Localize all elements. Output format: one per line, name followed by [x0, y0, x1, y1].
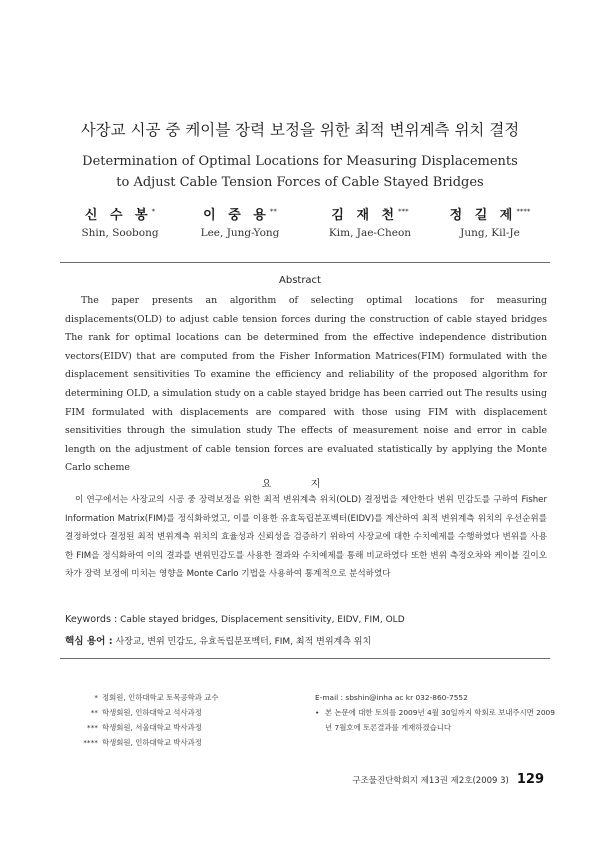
page-number: 129 [516, 772, 544, 787]
summary-heading: 요 지 [261, 479, 339, 490]
summary-body [65, 491, 547, 584]
summary-text: 이 연구에서는 사장교의 시공 중 장력보정을 위한 최적 변위계측 위치(OLD) 결정법을 제안한다 변위 민감도를 구하여 Fisher Information Matrix(FIM)를 정식화하였고, 이를 이용한 유효독립분포벡터(EIDV)를 계산하여 최적 변위계측 위치의 우선순위를 결정하였다 결정된 최적 변위계측 위치의 효율성과 신뢰성을 검증하기 위하여 사장교에 대한 수치예제를 수행하였다 변위를 사용한 FIM을 정식화하여 이의 결과를 변위민감도를 사용한 결과와 수치예제를 통해 비교하였다 또한 변위 측정오차와 케이블 길이오차가 장력 보정에 미치는 영향을 Monte Carlo 기법을 사용하여 통계적으로 분석하였다 [65, 495, 547, 580]
footnote-4: **** 학생회원, 인하대학교 박사과정 [83, 738, 202, 747]
paper-title-korean: 사장교 시공 중 케이블 장력 보정을 위한 최적 변위계측 위치 결정 [80, 121, 520, 139]
bottom-rule [60, 658, 550, 659]
author-4-mark: **** [516, 207, 531, 216]
footnote-email: E-mail : sbshin@inha ac kr 032-860-7552 [315, 693, 468, 702]
author-3-name-en: Kim, Jae-Cheon [328, 227, 412, 239]
journal-citation: 구조물진단학회지 제13권 제2호(2009 3) [352, 776, 509, 786]
keywords-label: Keywords : [65, 614, 118, 625]
author-2-name-en: Lee, Jung-Yong [200, 227, 280, 239]
footnote-2: ** 학생회원, 인하대학교 석사과정 [90, 708, 202, 717]
author-3-mark: *** [398, 207, 409, 216]
author-1-name-en: Shin, Soobong [81, 227, 159, 239]
keywords-en [65, 614, 547, 625]
footnote-discussion: • 본 논문에 대한 토의를 2009년 4월 30일까지 학회로 보내주시면 2009년 7월호에 토론결과를 게재하겠습니다 [315, 708, 555, 732]
keywords-ko [65, 633, 547, 647]
keywords-ko-text: 사장교, 변위 민감도, 유효독립분포벡터, FIM, 최적 변위계측 위치 [115, 637, 372, 647]
paper-title-english [0, 151, 600, 193]
keywords-ko-label: 핵심 용어 : [65, 636, 113, 647]
keywords-text: Cable stayed bridges, Displacement sensitivity, EIDV, FIM, OLD [120, 615, 405, 625]
title-en-line-2: to Adjust Cable Tension Forces of Cable Stayed Bridges [116, 175, 484, 190]
footnote-1: * 정회원, 인하대학교 토목공학과 교수 [94, 693, 219, 702]
author-4-name-en: Jung, Kil-Je [460, 227, 520, 239]
contact-footnotes [315, 690, 555, 735]
abstract-heading: Abstract [279, 275, 321, 286]
footnote-3: *** 학생회원, 서울대학교 박사과정 [86, 723, 202, 732]
author-2-name-ko: 이 중 용 [203, 208, 270, 223]
author-1-mark: * [151, 207, 156, 216]
author-1 [60, 204, 180, 239]
author-4-name-ko: 정 길 제 [449, 208, 517, 223]
author-3 [310, 204, 430, 239]
author-2-mark: ** [269, 207, 277, 216]
author-3-name-ko: 김 재 천 [331, 208, 399, 223]
affiliation-footnotes [60, 690, 305, 750]
author-1-name-ko: 신 수 봉 [84, 208, 152, 223]
top-rule [60, 262, 550, 263]
abstract-body [65, 292, 547, 478]
title-en-line-1: Determination of Optimal Locations for Measuring Displacements [82, 154, 518, 169]
author-2 [180, 204, 300, 239]
abstract-text: The paper presents an algorithm of selecting optimal locations for measuring displacements(OLD) to adjust cable tension forces during the construction of cable stayed bridges The rank for optimal locations can be determined from the effective independence distribution vectors(EIDV) that are computed from the Fisher Information Matrices(FIM) formulated with the displacement sensitivities To examine the efficiency and reliability of the proposed algorithm for determining OLD, a simulation study on a cable stayed bridge has been carried out The results using FIM formulated with displacements are compared with those using FIM with displacement sensitivities through the simulation study The effects of measurement noise and error in cable length on the adjustment of cable tension forces are evaluated statistically by applying the Monte Carlo scheme [65, 295, 547, 474]
page-footer [352, 772, 544, 787]
author-4 [430, 204, 550, 239]
